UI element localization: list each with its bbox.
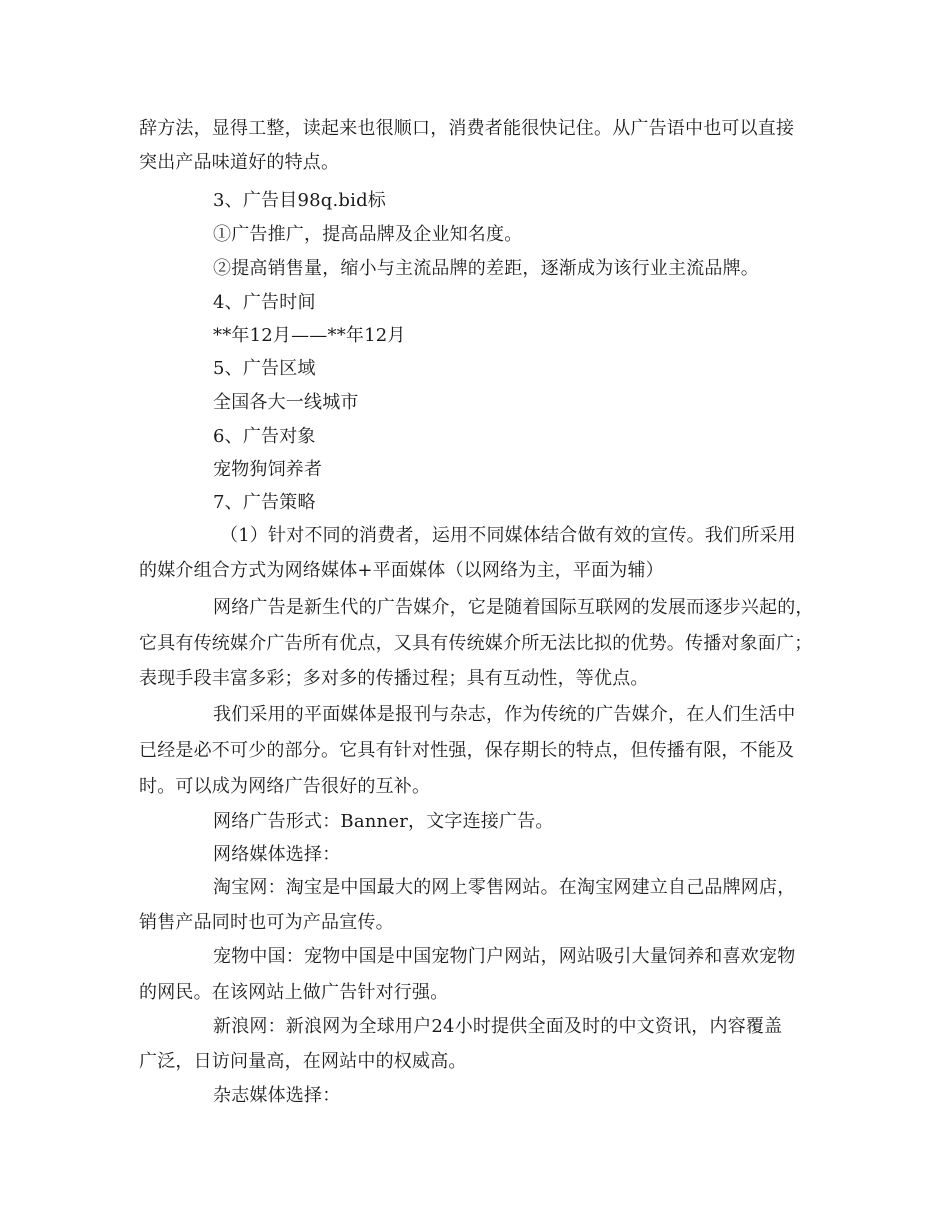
paragraph-line: 的网民。在该网站上做广告针对行强。 — [139, 982, 449, 1003]
paragraph-line: 宠物中国：宠物中国是中国宠物门户网站，网站吸引大量饲养和喜欢宠物 — [213, 946, 796, 967]
paragraph-line: **年12月——**年12月 — [213, 325, 406, 346]
section-heading: 3、广告目98q.bid标 — [213, 190, 387, 211]
paragraph-line: 新浪网：新浪网为全球用户24小时提供全面及时的中文资讯，内容覆盖 — [213, 1016, 783, 1037]
section-heading: 4、广告时间 — [213, 292, 316, 313]
paragraph-line: 杂志媒体选择： — [213, 1085, 341, 1106]
paragraph-line: 销售产品同时也可为产品宣传。 — [139, 912, 394, 933]
paragraph-line: 我们采用的平面媒体是报刊与杂志，作为传统的广告媒介，在人们生活中 — [213, 704, 796, 725]
section-heading: 6、广告对象 — [213, 426, 316, 447]
section-heading: 7、广告策略 — [213, 492, 316, 513]
list-item: ②提高销售量，缩小与主流品牌的差距，逐渐成为该行业主流品牌。 — [213, 258, 759, 279]
paragraph-line: 网络广告形式：Banner，文字连接广告。 — [213, 811, 554, 832]
paragraph-line: 已经是必不可少的部分。它具有针对性强，保存期长的特点，但传播有限，不能及 — [139, 740, 795, 761]
paragraph-line: 全国各大一线城市 — [213, 392, 359, 413]
paragraph-line: 表现手段丰富多彩；多对多的传播过程；具有互动性，等优点。 — [139, 668, 649, 689]
paragraph-line: 辞方法，显得工整，读起来也很顺口，消费者能很快记住。从广告语中也可以直接 — [139, 118, 795, 139]
paragraph-line: 它具有传统媒介广告所有优点，又具有传统媒介所无法比拟的优势。传播对象面广； — [139, 633, 813, 654]
paragraph-line: 突出产品味道好的特点。 — [139, 152, 340, 173]
paragraph-line: 广泛，日访问量高，在网站中的权威高。 — [139, 1051, 467, 1072]
paragraph-line: 网络媒体选择： — [213, 844, 341, 865]
list-item: ①广告推广，提高品牌及企业知名度。 — [213, 224, 523, 245]
paragraph-line: 时。可以成为网络广告很好的互补。 — [139, 776, 431, 797]
paragraph-line: 淘宝网：淘宝是中国最大的网上零售网站。在淘宝网建立自己品牌网店， — [213, 877, 796, 898]
section-heading: 5、广告区域 — [213, 358, 316, 379]
paragraph-line: 网络广告是新生代的广告媒介，它是随着国际互联网的发展而逐步兴起的， — [213, 597, 814, 618]
paragraph-line: 的媒介组合方式为网络媒体+平面媒体（以网络为主，平面为辅） — [139, 560, 664, 581]
paragraph-line: 宠物狗饲养者 — [213, 459, 323, 480]
paragraph-line: （1）针对不同的消费者，运用不同媒体结合做有效的宣传。我们所采用 — [220, 525, 796, 546]
